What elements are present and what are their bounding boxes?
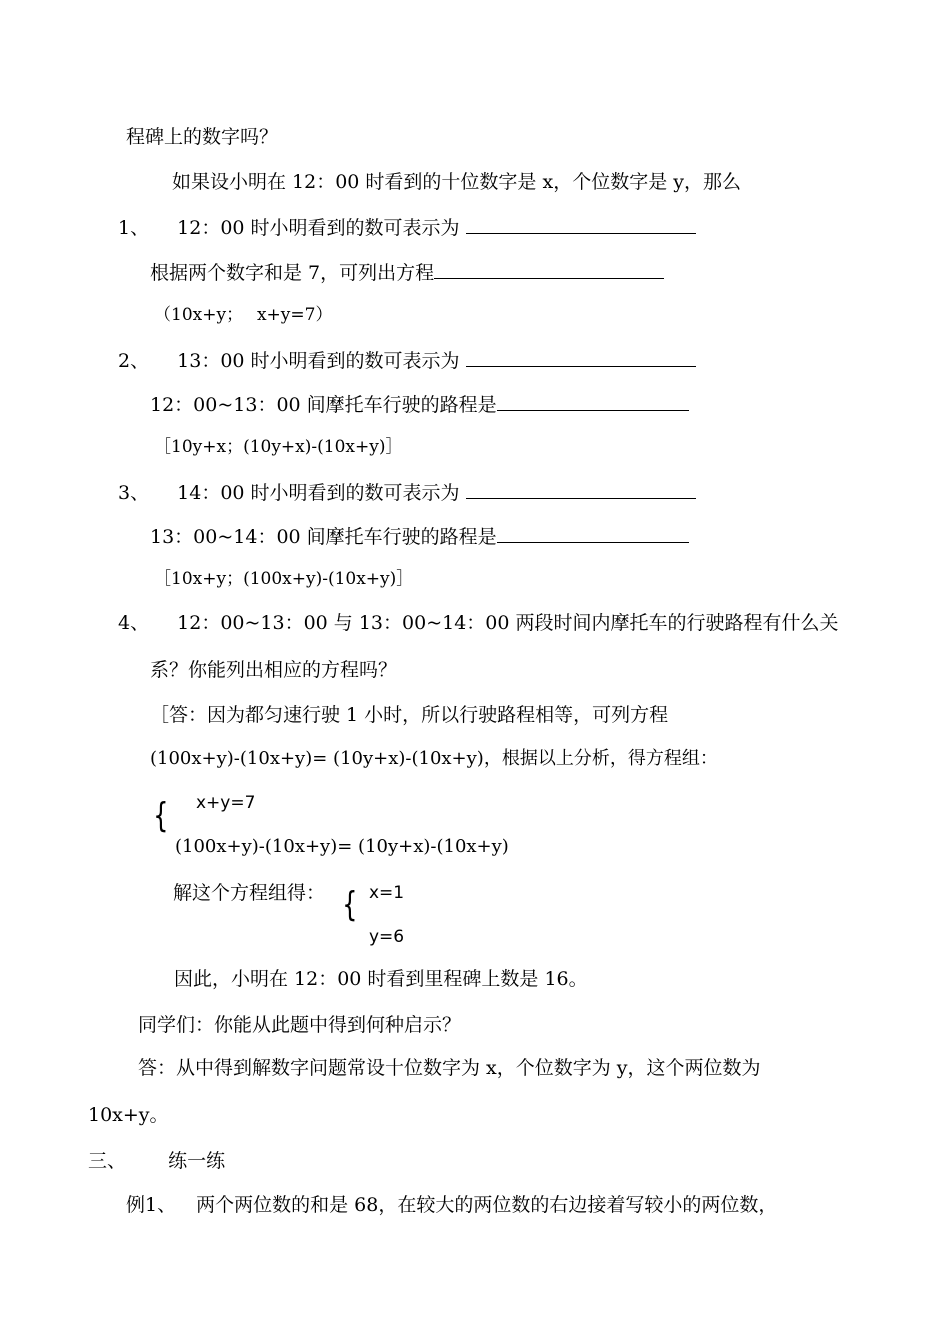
answer-hint: （10x+y； x+y=7） <box>154 305 333 325</box>
question-number: 4、 <box>118 612 150 634</box>
brace-symbol: { <box>153 796 169 836</box>
equation: x+y=7 <box>196 793 256 813</box>
section-heading <box>88 1148 225 1174</box>
section-number: 三、 <box>88 1150 127 1172</box>
text-line: 答：从中得到解数字问题常设十位数字为 x，个位数字为 y，这个两位数为 <box>138 1057 761 1079</box>
question-number: 2、 <box>118 350 150 372</box>
question-3 <box>118 478 696 506</box>
question-2 <box>118 346 696 374</box>
question-4 <box>118 610 839 636</box>
example-1 <box>126 1192 777 1218</box>
text-line: ［答：因为都匀速行驶 1 小时，所以行驶路程相等，可列方程 <box>150 704 669 726</box>
brace-symbol: { <box>342 885 358 925</box>
text-line: 如果设小明在 12：00 时看到的十位数字是 x，个位数字是 y，那么 <box>172 171 741 193</box>
question-1 <box>118 213 696 241</box>
text-line: (100x+y)-(10x+y)= (10y+x)-(10x+y)，根据以上分析，得方程组： <box>150 748 718 769</box>
question-text: 14：00 时小明看到的数可表示为 <box>177 482 466 504</box>
answer-blank <box>466 346 696 367</box>
answer-hint: ［10x+y；(100x+y)-(10x+y)］ <box>154 569 414 589</box>
question-2b <box>150 390 689 418</box>
text-line: 程碑上的数字吗？ <box>126 126 279 148</box>
text-line: 解这个方程组得： <box>173 882 326 904</box>
answer-hint: ［10y+x；(10y+x)-(10x+y)］ <box>154 437 403 457</box>
text-line: 因此，小明在 12：00 时看到里程碑上数是 16。 <box>174 968 588 990</box>
answer-blank <box>434 258 664 279</box>
question-number: 1、 <box>118 217 150 239</box>
question-3b <box>150 522 689 550</box>
example-text: 两个两位数的和是 68，在较大的两位数的右边接着写较小的两位数， <box>196 1194 778 1216</box>
answer-blank <box>497 522 689 543</box>
question-number: 3、 <box>118 482 150 504</box>
question-text: 12：00~13：00 与 13：00~14：00 两段时间内摩托车的行驶路程有什么关 <box>177 612 839 634</box>
equation: x=1 <box>369 883 405 903</box>
text-line: 同学们：你能从此题中得到何种启示？ <box>138 1014 462 1036</box>
question-text: 根据两个数字和是 7，可列出方程 <box>150 262 435 284</box>
question-text: 12：00 时小明看到的数可表示为 <box>177 217 466 239</box>
answer-blank <box>497 390 689 411</box>
equation: y=6 <box>369 927 405 947</box>
question-1b <box>150 258 664 286</box>
text-line: 系？你能列出相应的方程吗？ <box>150 659 398 681</box>
section-title: 练一练 <box>168 1150 226 1172</box>
text-line: 10x+y。 <box>88 1104 169 1126</box>
equation: (100x+y)-(10x+y)= (10y+x)-(10x+y) <box>175 836 509 857</box>
answer-blank <box>466 478 696 499</box>
question-text: 13：00~14：00 间摩托车行驶的路程是 <box>150 526 497 548</box>
question-text: 13：00 时小明看到的数可表示为 <box>177 350 466 372</box>
example-label: 例1、 <box>126 1194 177 1216</box>
answer-blank <box>466 213 696 234</box>
question-text: 12：00~13：00 间摩托车行驶的路程是 <box>150 394 497 416</box>
